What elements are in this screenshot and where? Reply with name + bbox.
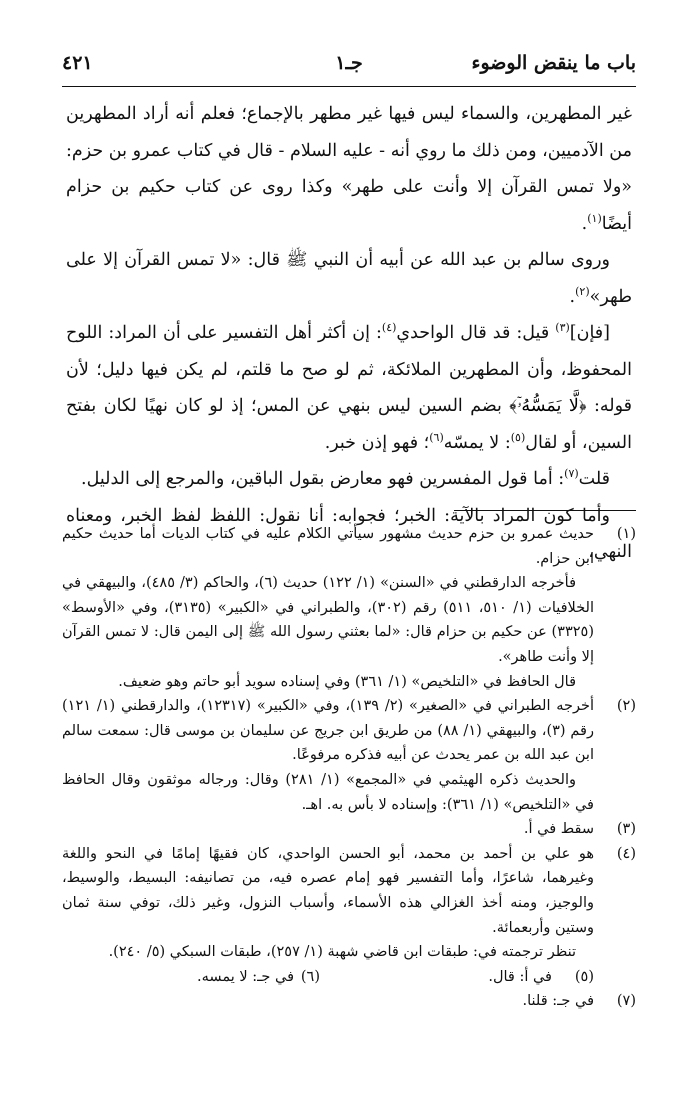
paragraph-1-text: غير المطهرين، والسماء ليس فيها غير مطهر بالإجماع؛ فعلم أنه أراد المطهرين من الآدميين، ومن ذلك ما روي أنه - عليه السلام - قال في كتاب عمرو بن حزم: «ولا تمس القرآن إلا وأنت على طهر» وكذا روى عن كتاب حكيم بن حزام أيضًا xyxy=(66,104,632,234)
footnote-6 xyxy=(62,965,320,990)
footnote-3-text: سقط في أ. xyxy=(523,821,594,838)
footnotes xyxy=(62,522,636,1014)
quran-verse: ﴿لَّا يَمَسُّهُۥٓ﴾ xyxy=(509,396,587,416)
paragraph-3-part-b: قيل: قد قال الواحدي xyxy=(396,323,556,343)
footnote-6-text: في جـ: لا يمسه. xyxy=(197,968,294,985)
paragraph-4 xyxy=(66,461,632,498)
paragraph-3-part-a: [فإن] xyxy=(569,323,610,343)
footnote-ref-3: (٣) xyxy=(555,321,570,335)
footnote-ref-1: (١) xyxy=(587,211,602,225)
running-header xyxy=(62,44,636,87)
paragraph-3-part-d: بضم السين ليس بنهي عن المس؛ إذ لو كان نهيًا لكان بفتح السين، أو لقال xyxy=(66,396,632,453)
footnote-1-number: (١) xyxy=(616,526,636,542)
paragraph-5-text: وأما كون المراد بالآية: الخبر؛ فجوابه: أنا نقول: اللفظ لفظ الخبر، ومعناه النهي، xyxy=(66,505,632,562)
footnotes-5-6 xyxy=(62,965,636,990)
footnote-1-line-1: حديث عمرو بن حزم حديث مشهور سيأتي الكلام عليه في كتاب الديات أما حديث حكيم ابن حزام. xyxy=(62,526,594,567)
footnote-4 xyxy=(62,842,636,965)
footnote-ref-7: (٧) xyxy=(564,467,579,481)
volume-label: جـ١ xyxy=(335,52,363,74)
chapter-title: باب ما ينقض الوضوء xyxy=(471,52,636,74)
footnote-2-line-2: والحديث ذكره الهيثمي في «المجمع» (١/ ٢٨١) وقال: ورجاله موثقون وقال الحافظ في «التلخيص» (١/ ٣٦١): وإسناده لا بأس به. اهـ. xyxy=(62,771,594,813)
footnote-4-number: (٤) xyxy=(616,845,636,862)
paragraph-1-end: . xyxy=(581,213,588,234)
footnote-ref-6: (٦) xyxy=(429,430,444,444)
footnote-4-line-2: تنظر ترجمته في: طبقات ابن قاضي شهبة (١/ ٢٥٧)، طبقات السبكي (٥/ ٢٤٠). xyxy=(108,944,576,961)
footnote-6-number: (٦) xyxy=(300,968,320,985)
paragraph-2-end: . xyxy=(569,286,576,307)
footnote-1-line-2: فأخرجه الدارقطني في «السنن» (١/ ١٢٢) حديث (٦)، والحاكم (٣/ ٤٨٥)، والبيهقي في الخلافيات (١/ ٥١٠، ٥١١) رقم (٣٠٢)، والطبراني في «الكبير» (٣١٣٥)، وفي «الأوسط» (٣٣٢٥) عن حكيم بن حزام قال: «لما بعثني رسول الله ﷺ إلى اليمن قال: لا تمس القرآن إلا وأنت طاهر». xyxy=(62,575,595,665)
main-text xyxy=(66,96,632,571)
paragraph-1 xyxy=(66,96,632,242)
footnote-3-number: (٣) xyxy=(616,821,636,838)
footnote-3 xyxy=(62,817,636,842)
footnote-7 xyxy=(62,989,636,1014)
footnote-ref-5: (٥) xyxy=(510,430,526,444)
paragraph-3 xyxy=(66,315,632,461)
footnote-2-number: (٢) xyxy=(616,698,636,715)
paragraph-2-text: وروى سالم بن عبد الله عن أبيه أن النبي ﷺ قال: «لا تمس القرآن إلا على طهر» xyxy=(66,250,632,307)
footnote-1 xyxy=(62,522,636,694)
footnote-5 xyxy=(320,965,594,990)
paragraph-4-part-b: : أما قول المفسرين فهو معارض بقول الباقين، والمرجع إلى الدليل. xyxy=(81,469,565,489)
paragraph-3-part-e: : لا يمسّه xyxy=(443,432,511,453)
footnote-ref-4: (٤) xyxy=(381,321,397,335)
paragraph-4-part-a: قلت xyxy=(578,469,610,489)
paragraph-3-part-f: ؛ فهو إذن خبر. xyxy=(324,432,430,453)
footnote-7-text: في جـ: قلنا. xyxy=(522,993,594,1010)
paragraph-3-part-c: : إن أكثر أهل التفسير على أن المراد: اللوح المحفوظ، وأن المطهرين الملائكة، ثم لو صح ما قلتم، لم يكن فيها دليل؛ لأن قوله: xyxy=(66,323,632,416)
footnote-4-line-1: هو علي بن أحمد بن محمد، أبو الحسن الواحدي، كان فقيهًا إمامًا في النحو واللغة وغيرهما، شاعرًا، وأما التفسير فهو إمام عصره فيه، من تصانيفه: البسيط، والوسيط، والوجيز، ومنه أخذ الغزالي هذه الأسماء، وأسباب النزول، وغير ذلك، توفي سنة ثمان وستين وأربعمائة. xyxy=(62,845,594,936)
page-number: ٤٢١ xyxy=(62,52,93,74)
footnote-2 xyxy=(62,694,636,817)
footnote-separator xyxy=(454,510,636,511)
footnote-2-line-1: أخرجه الطبراني في «الصغير» (٢/ ١٣٩)، وفي «الكبير» (١٢٣١٧)، والدارقطني (١/ ١٢١) رقم (٣)، والبيهقي (١/ ٨٨) من طريق ابن جريج عن سليمان بن موسى قال: سمعت سالم ابن عبد الله بن عمر يحدث عن أبيه فذكره مرفوعًا. xyxy=(62,698,595,764)
footnote-5-text: في أ: قال. xyxy=(488,968,552,985)
footnote-1-line-3: قال الحافظ في «التلخيص» (١/ ٣٦١) وفي إسناده سويد أبو حاتم وهو ضعيف. xyxy=(118,673,576,690)
footnote-ref-2: (٢) xyxy=(575,284,590,298)
footnote-7-number: (٧) xyxy=(616,993,636,1010)
footnote-5-number: (٥) xyxy=(574,968,594,985)
paragraph-2 xyxy=(66,242,632,315)
